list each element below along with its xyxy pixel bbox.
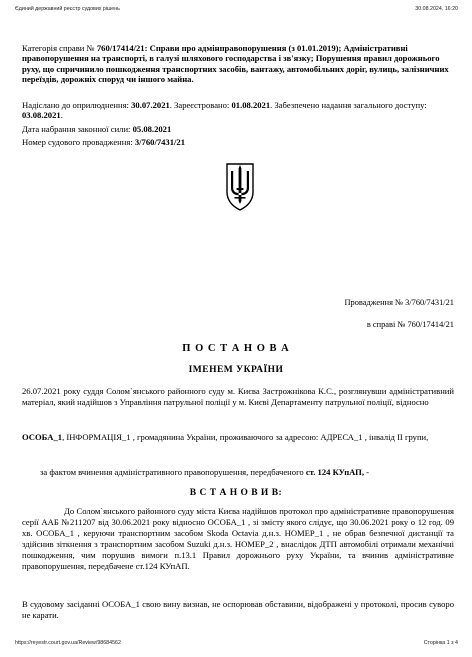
proceeding-value: 3/760/7431/21 (134, 136, 186, 147)
sent-value: 30.07.2021 (131, 100, 170, 110)
case-ref: в справі № 760/17414/21 (366, 320, 454, 329)
person-details: , ІНФОРМАЦІЯ_1 , громадянина України, проживаючого за адресою: АДРЕСА_1 , інвалід ІІ групи, (62, 432, 429, 442)
category-label: Категорія справи № (22, 43, 95, 53)
registered-value: 01.08.2021 (231, 100, 271, 110)
paragraph-person (22, 432, 454, 443)
header-datetime: 30.08.2024, 16:20 (415, 6, 458, 12)
offence-text: за фактом вчинення адміністративного правопорушення, передбаченого (40, 467, 304, 477)
registered-label: Зареєстровано: (174, 100, 230, 110)
dates-line-3 (22, 137, 454, 147)
dates-line-2 (22, 124, 454, 134)
paragraph-hearing: В судовому засіданні ОСОБА_1 свою вину визнав, не оспорював обставини, відображені у протоколі, просив суворо не карати. (22, 599, 454, 620)
access-value: 03.08.2021 (22, 110, 61, 121)
category-text: 760/17414/21: Справи про адмінправопорушення (з 01.01.2019); Адміністративні правопорушення на транспорті, в галузі шляхового господарства і зв'язку; Порушення правил дорожнього руху, що спричинило пошкодження транспортних засобів, вантажу, автомобільних доріг, вулиць, залізничних переїздів, дорожніх споруд чи іншого майна. (22, 43, 449, 84)
paragraph-offence (40, 467, 454, 478)
footer-url[interactable]: https://reyestr.court.gov.ua/Review/98684562 (15, 640, 121, 646)
force-value: 05.08.2021 (132, 123, 172, 134)
established-heading: В С Т А Н О В И В: (189, 488, 283, 498)
offence-article: ст. 124 КУпАП, - (305, 467, 370, 477)
subtitle: ІМЕНЕМ УКРАЇНИ (188, 365, 284, 375)
proceeding-ref: Провадження № 3/760/7431/21 (344, 298, 454, 307)
page-title: П О С Т А Н О В А (182, 343, 290, 354)
dates-block (22, 100, 454, 147)
footer-page-number: Сторінка 1 з 4 (423, 640, 458, 646)
dates-line-1: Надіслано до оприлюднення: 30.07.2021. Зареєстровано: 01.08.2021. Забезпечено надання загального доступу: 03.08.2021. (22, 100, 427, 121)
trident-icon (221, 160, 259, 212)
access-label: Забезпечено надання загального доступу: (274, 100, 427, 110)
sent-label: Надіслано до оприлюднення: (22, 100, 129, 110)
category-block (22, 43, 454, 84)
paragraph-intro: 26.07.2021 року суддя Солом`янського районного суду м. Києва Застрожнікова К.С., розглянувши адміністративний матеріал, який надійшов з Управління патрульної поліції у м. Києві Департаменту патрульної поліції, відносно (22, 386, 454, 407)
paragraph-protocol: До Солом`янського районного суду міста Києва надійшов протокол про адміністративне правопорушення серії ААБ №211207 від 30.06.2021 року відносно ОСОБА_1 , зі змісту якого слідує, що 30.06.2021 року о 12 год. 09 хв. ОСОБА_1 , керуючи транспортним засобом Skoda Octavia д.н.з. НОМЕР_1 , не обрав безпечної дистанції та здійснив зіткнення з транспортним засобом Suzuki д.н.з. НОМЕР_2 , внаслідок ДТП автомобілі отримали механічні пошкодження, чим порушив вимоги п.13.1 Правил дорожнього руху України, та вчинив адміністративне правопорушення, передбачене ст.124 КУпАП. (22, 506, 454, 571)
header-source: Єдиний державний реєстр судових рішень (15, 6, 120, 12)
proceeding-label: Номер судового провадження: (22, 136, 133, 147)
force-label: Дата набрання законної сили: (22, 123, 131, 134)
person-name: ОСОБА_1 (22, 432, 63, 442)
